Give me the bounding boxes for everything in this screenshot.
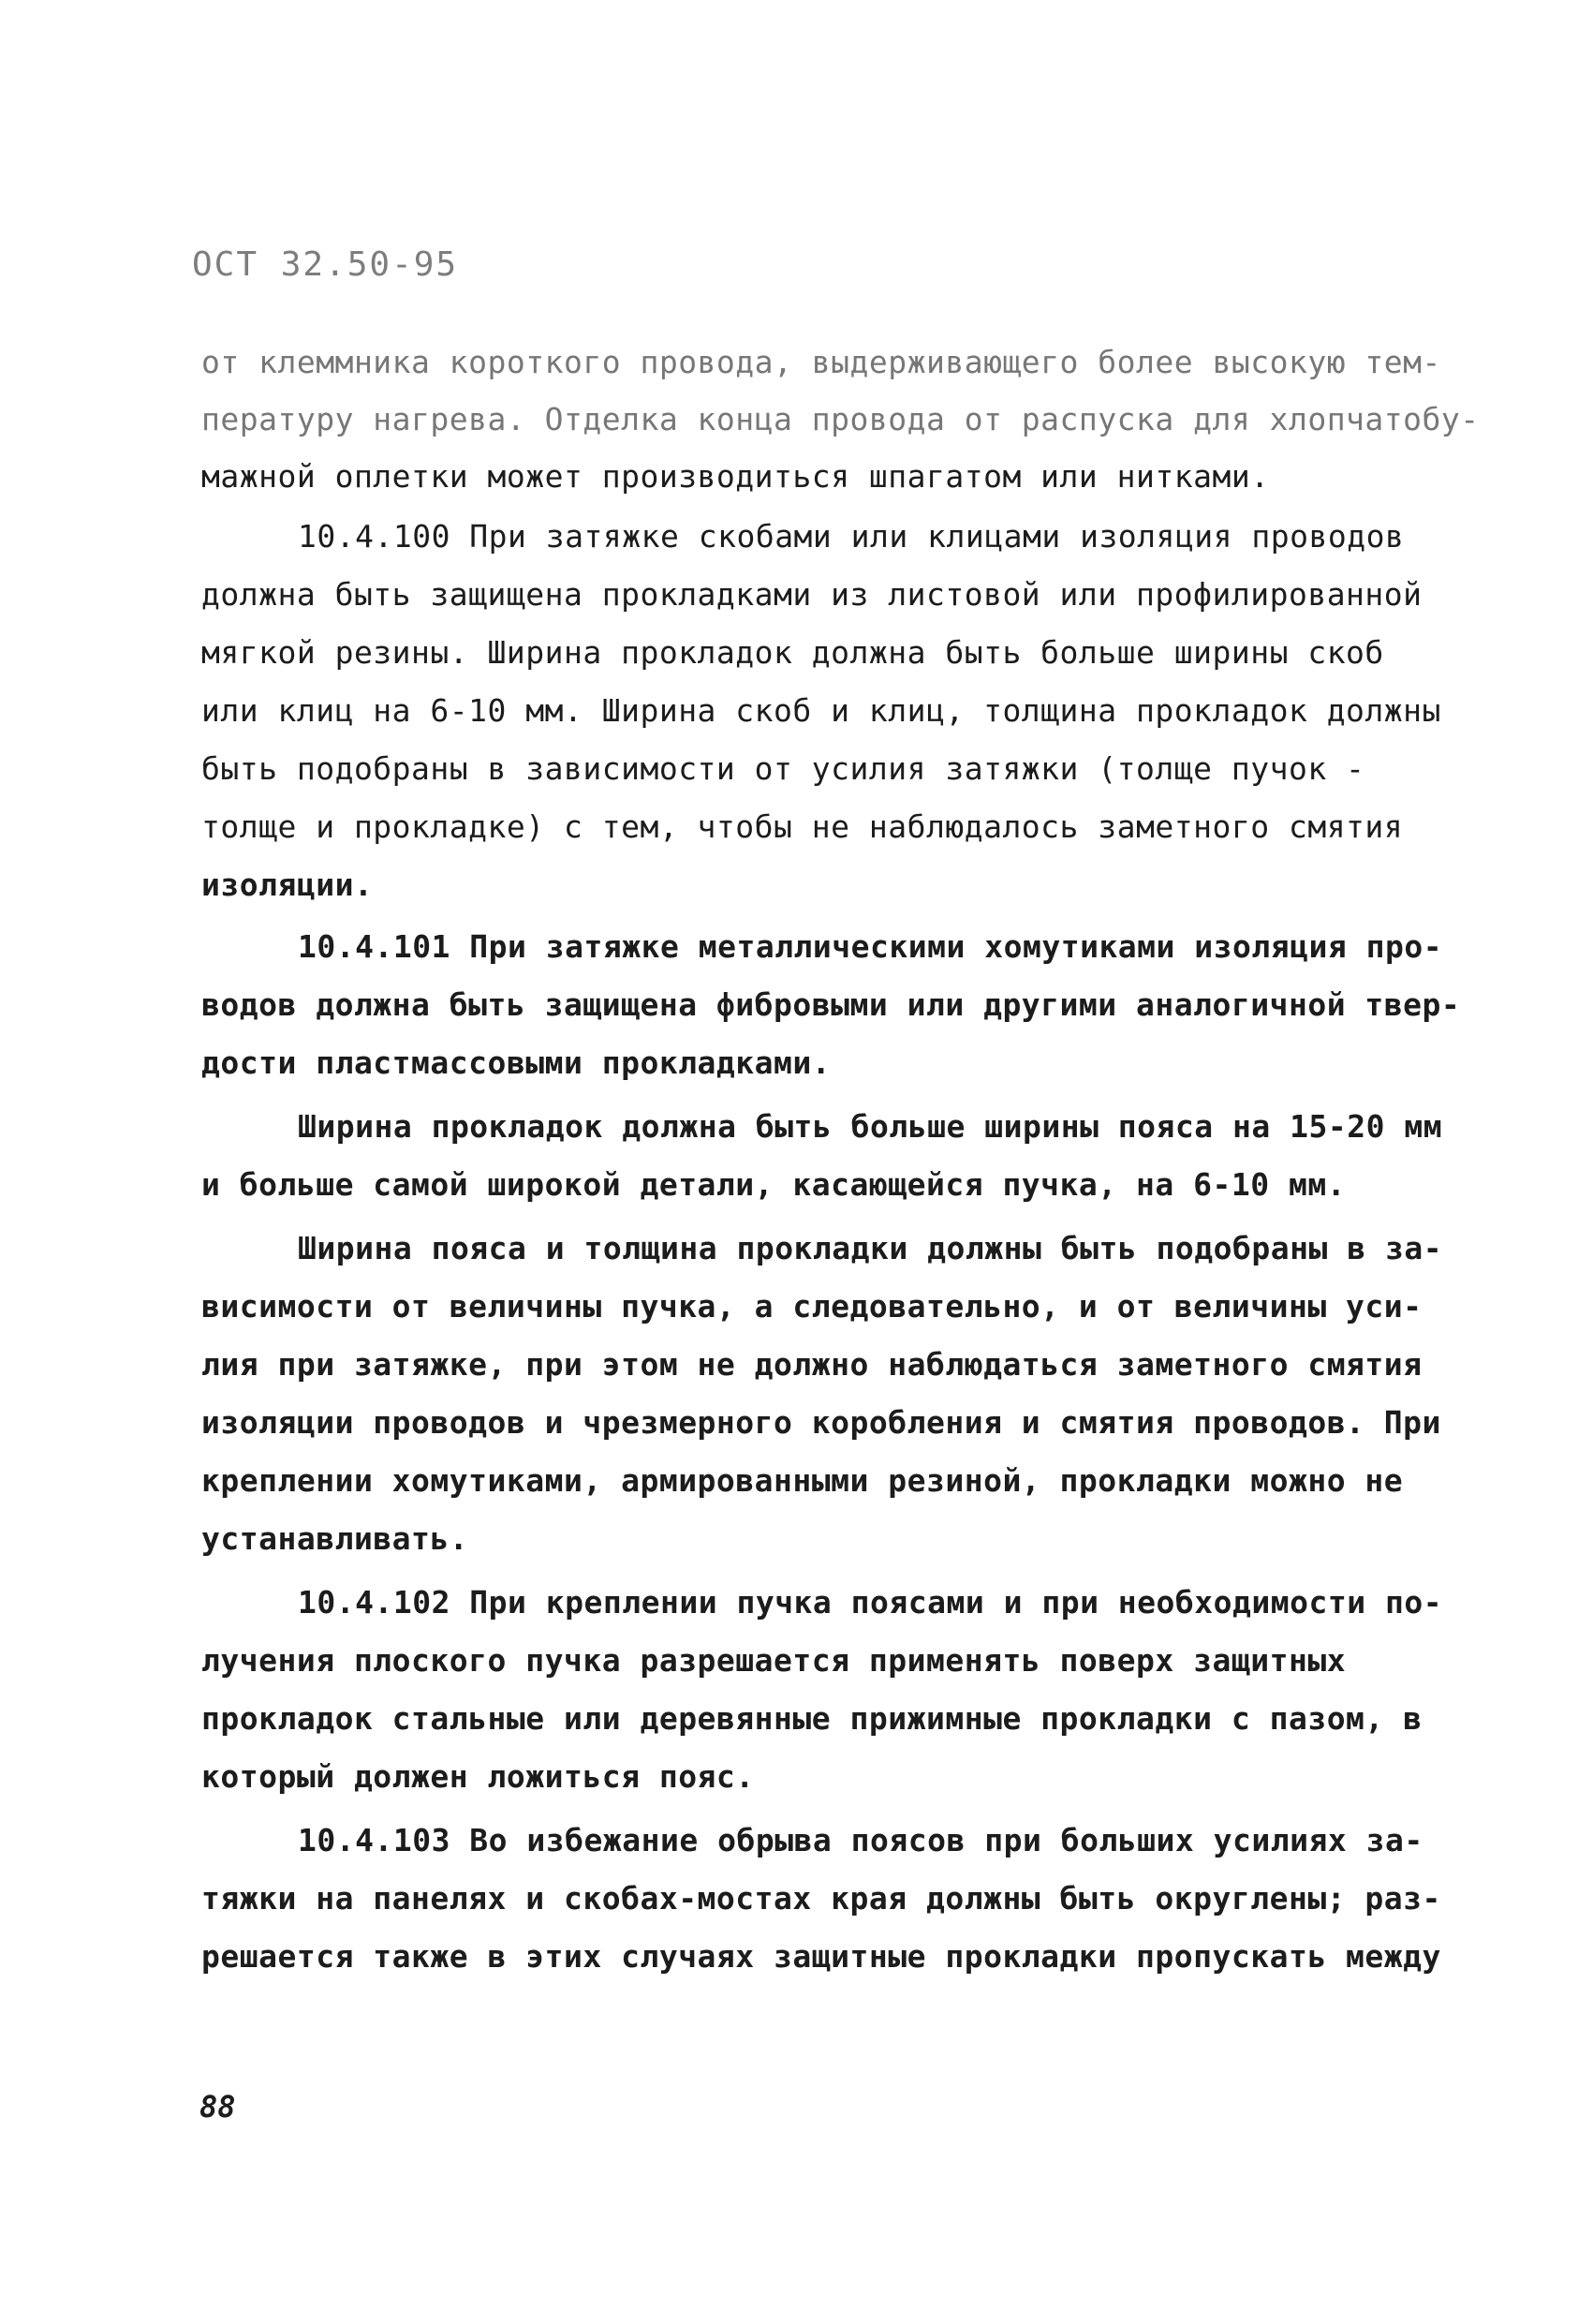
text-line: 10.4.101 При затяжке металлическими хомутиками изоляция про- <box>298 928 1443 965</box>
text-line: устанавливать. <box>201 1520 469 1557</box>
text-line: который должен ложиться пояс. <box>201 1758 755 1795</box>
text-line: креплении хомутиками, армированными резиной, прокладки можно не <box>201 1462 1404 1499</box>
text-line: Ширина прокладок должна быть больше ширины пояса на 15-20 мм <box>298 1108 1443 1145</box>
text-line: 10.4.100 При затяжке скобами или клицами изоляция проводов <box>298 518 1405 555</box>
text-line: висимости от величины пучка, а следовательно, и от величины уси- <box>201 1288 1423 1325</box>
text-line: должна быть защищена прокладками из листовой или профилированной <box>201 576 1423 613</box>
text-line: мягкой резины. Ширина прокладок должна быть больше ширины скоб <box>201 634 1384 671</box>
text-line: мажной оплетки может производиться шпагатом или нитками. <box>201 458 1270 495</box>
document-header: ОСТ 32.50-95 <box>192 245 459 284</box>
text-line: дости пластмассовыми прокладками. <box>201 1044 832 1081</box>
text-line: 10.4.102 При креплении пучка поясами и при необходимости по- <box>298 1584 1443 1621</box>
text-line: от клеммника короткого провода, выдерживающего более высокую тем- <box>201 344 1441 380</box>
text-line: толще и прокладке) с тем, чтобы не наблюдалось заметного смятия <box>201 808 1404 845</box>
text-line: пературу нагрева. Отделка конца провода от распуска для хлопчатобу- <box>201 401 1480 437</box>
text-line: 10.4.103 Во избежание обрыва поясов при больших усилиях за- <box>298 1822 1423 1858</box>
text-line: или клиц на 6-10 мм. Ширина скоб и клиц, толщина прокладок должны <box>201 692 1441 729</box>
page-number: 88 <box>199 2089 236 2124</box>
text-line: изоляции проводов и чрезмерного коробления и смятия проводов. При <box>201 1404 1441 1441</box>
text-line: прокладок стальные или деревянные прижимные прокладки с пазом, в <box>201 1700 1423 1737</box>
text-line: лучения плоского пучка разрешается применять поверх защитных <box>201 1642 1347 1679</box>
text-line: тяжки на панелях и скобах-мостах края должны быть округлены; раз- <box>201 1880 1441 1917</box>
text-line: водов должна быть защищена фибровыми или другими аналогичной твер- <box>201 986 1461 1023</box>
text-line: изоляции. <box>201 866 374 903</box>
text-line: быть подобраны в зависимости от усилия затяжки (толще пучок - <box>201 750 1365 787</box>
text-line: решается также в этих случаях защитные прокладки пропускать между <box>201 1938 1441 1975</box>
text-line: и больше самой широкой детали, касающейся пучка, на 6-10 мм. <box>201 1166 1347 1203</box>
text-line: лия при затяжке, при этом не должно наблюдаться заметного смятия <box>201 1346 1423 1383</box>
text-line: Ширина пояса и толщина прокладки должны быть подобраны в за- <box>298 1230 1443 1266</box>
